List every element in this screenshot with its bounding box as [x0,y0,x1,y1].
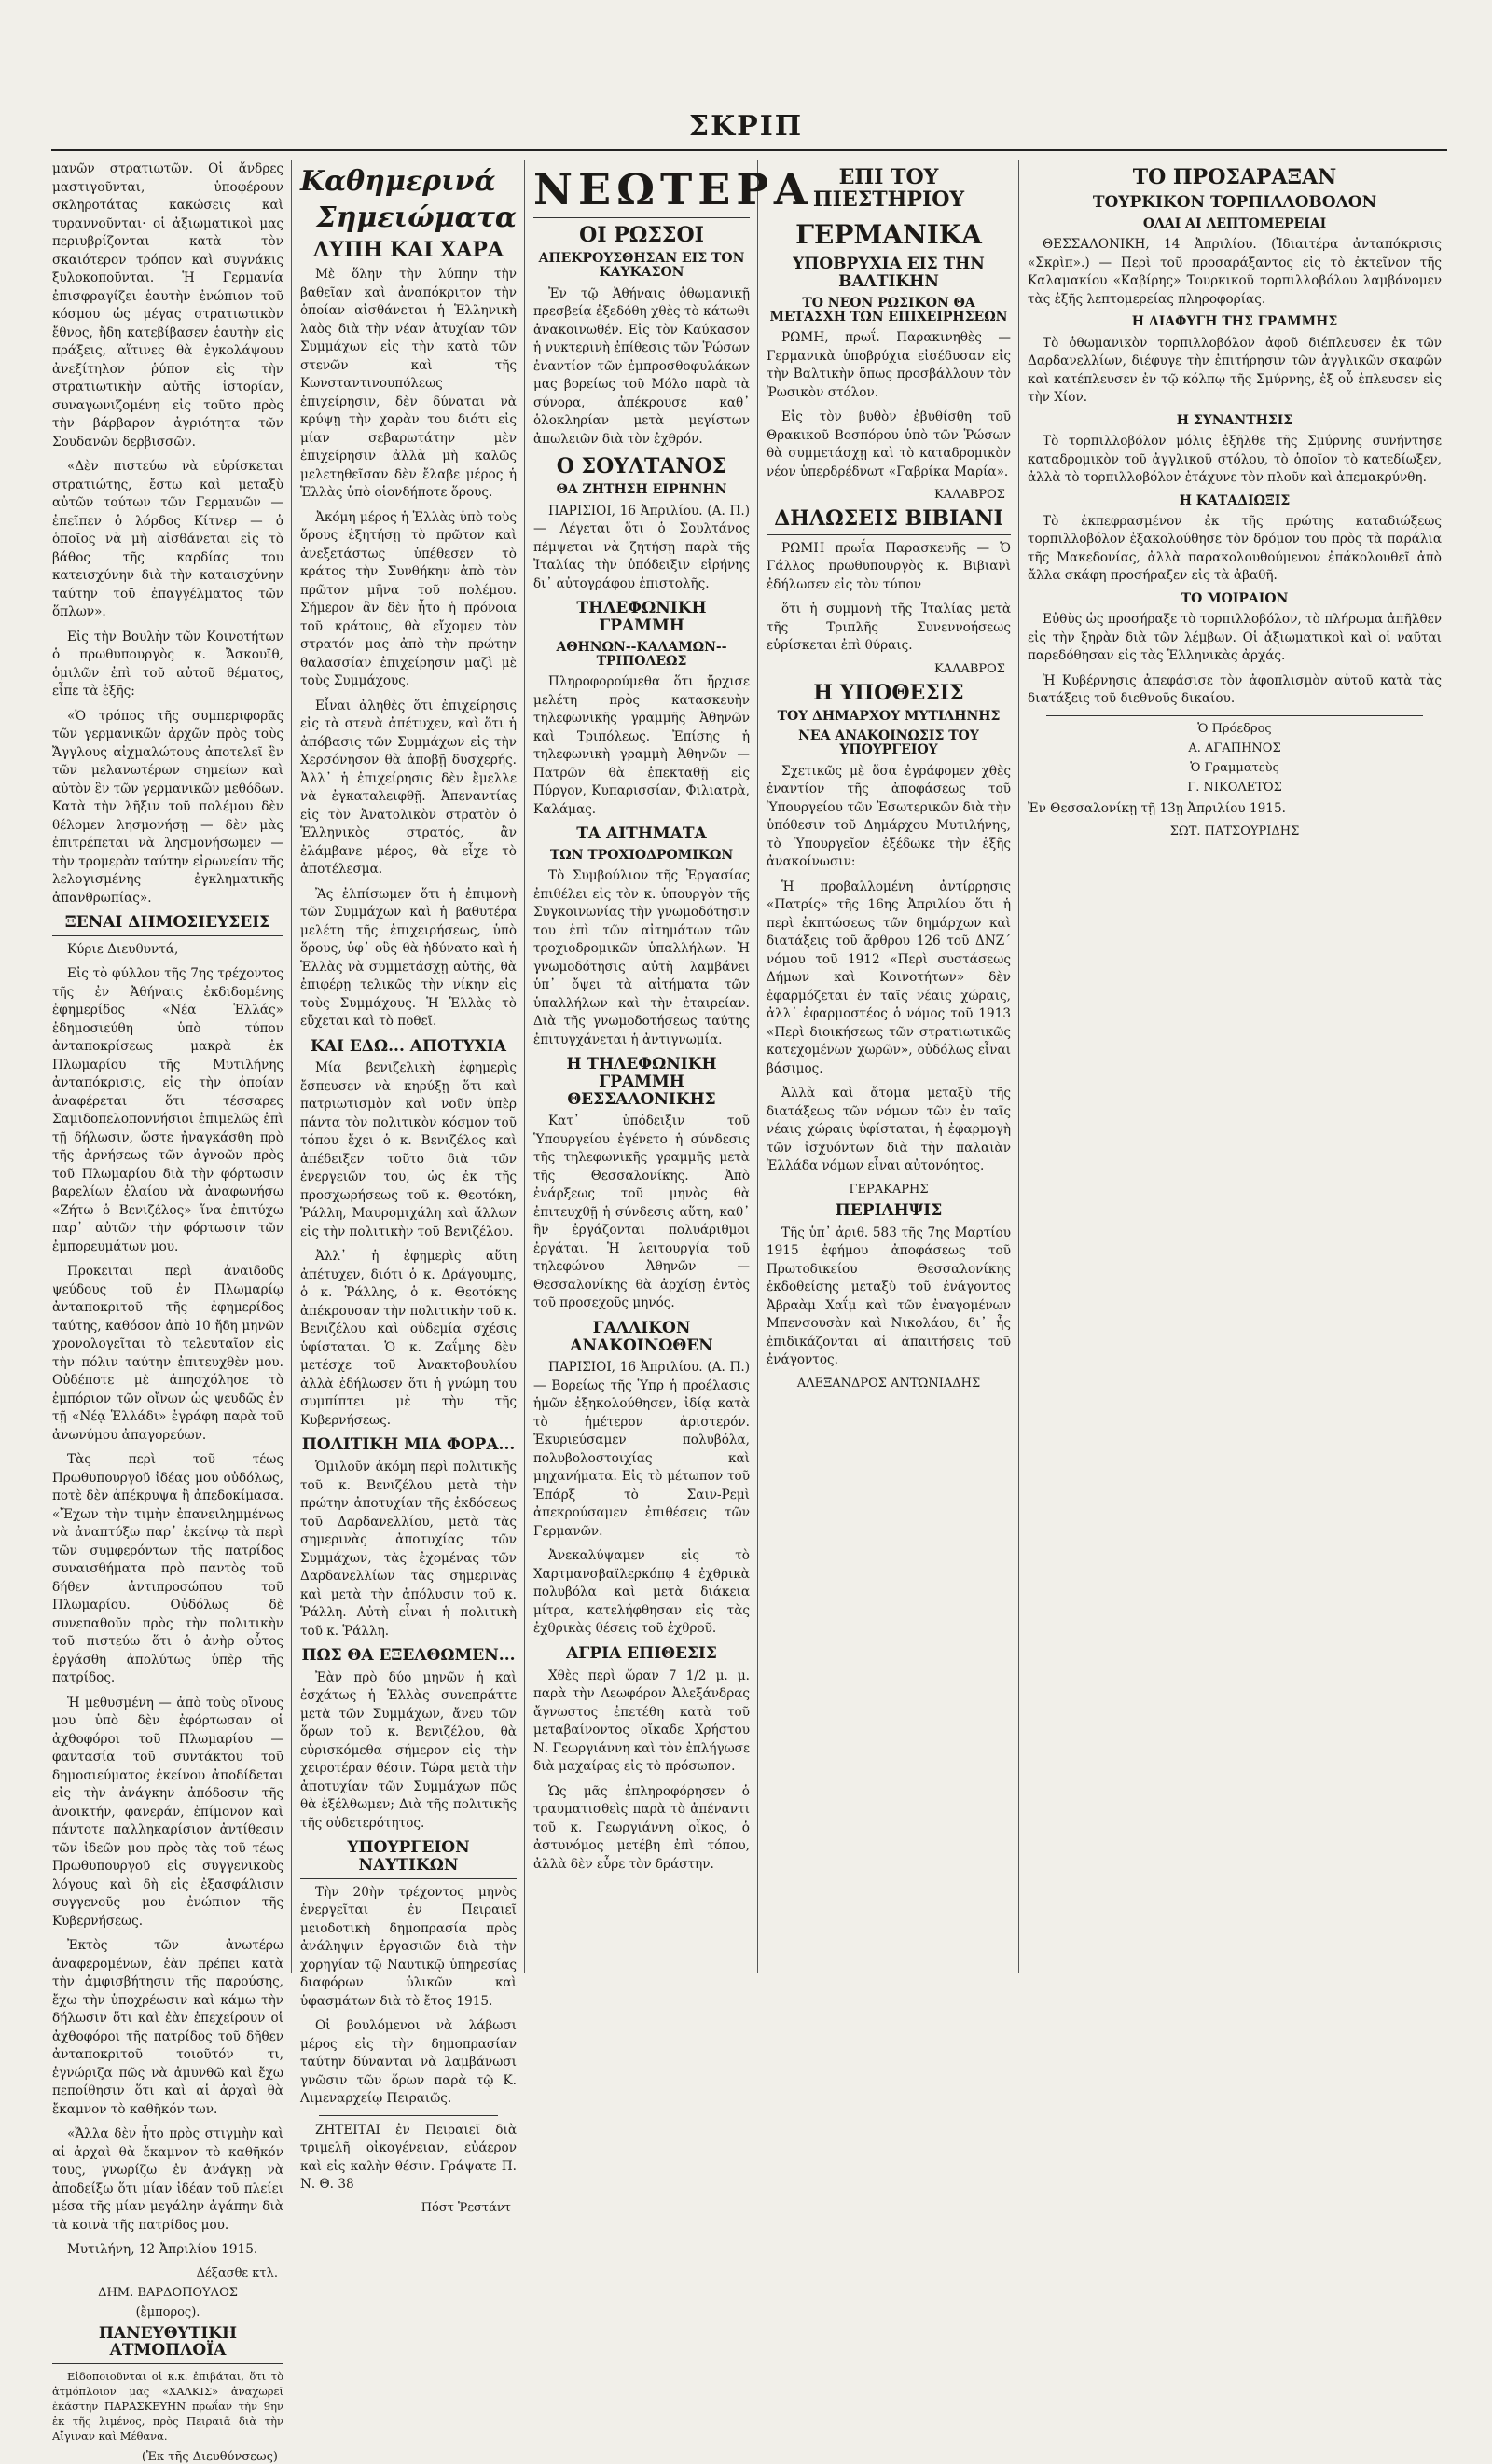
signature-patsouridis: ΣΩΤ. ΠΑΤΣΟΥΡΙΔΗΣ [1169,824,1300,839]
subhead-dimarchou: ΤΟΥ ΔΗΜΑΡΧΟΥ ΜΥΤΙΛΗΝΗΣ [777,708,1001,724]
article-text: Ἡ μεθυσμένη — ἀπὸ τοὺς οἴνους μου ὑπὸ δὲν ἐφόρτωσαν οἱ ἀχθοφόροι τοῦ Πλωμαρίου — φαντασία τοῦ συντάκτου τοῦ δημοσιεύματος ἐκείνου ἀποδίδεται εἰς τὴν ἀνάγκην ἀπόδοσιν τῆς ἀνοικτήν, φανεράν, ἐπίμονον καὶ πάντοτε παλληκαρίσιον ἀντίθεσιν τῶν ἰδεῶν μου πρὸς τὰς τοῦ τέως Πρωθυπουργοῦ εἰς συγγενικοὺς λόγους καὶ δὴ εἰς ἐξασφάλισιν συγγενοῦς μου ἐνώπιον τῆς Κυβερνήσεως. [52,1695,283,1929]
article-text: «Ὁ τρόπος τῆς συμπεριφορᾶς τῶν γερμανικῶν ἀρχῶν πρὸς τοὺς Ἄγγλους αἰχμαλώτους ἀποτελεῖ ἓν τῶν μελανωτέρων σημείων καὶ αὐτὸν ἓν τῶν γερμανικῶν μεθόδων. Κατὰ τὴν λῆξιν τοῦ πολέμου δὲν θέλομεν λησμονήσῃ — δὲν μὰς ἐπιτρέπεται νὰ λησμονήσωμεν — τὴν τρομερὰν ταύτην εἰρωνείαν τῆς λελογισμένης ἐγκληματικῆς ἀπανθρωπίας». [52,708,283,906]
headline-rossoi: ΟΙ ΡΩΣΣΟΙ [579,222,704,247]
article-text: Τὴν 20ὴν τρέχοντος μηνὸς ἐνεργεῖται ἐν Πειραιεῖ μειοδοτικὴ δημοπρασία πρὸς ἀνάληψιν ἐργασιῶν διὰ τὴν χορηγίαν τῷ Ναυτικῷ ὑπηρεσίας διαφόρων ὑλικῶν καὶ ὑφασμάτων διὰ τὸ ἔτος 1915. [300,1884,517,2009]
article-text: Ἂς ἐλπίσωμεν ὅτι ἡ ἐπιμονὴ τῶν Συμμάχων καὶ ἡ βαθυτέρα μελέτη τῆς ἐπιχειρήσεως, ὑπὸ ὅρους, ὑφ᾽ οὓς θὰ ἠδύνατο καὶ ἡ Ἑλλὰς νὰ συμμετάσχῃ αὐτῆς, θὰ ἐπιφέρῃ τελικῶς τὴν νίκην εἰς τοὺς Συμμάχους. Ἡ Ἑλλὰς τὸ εὔχεται καὶ τὸ ποθεῖ. [300,886,517,1030]
headline-prosaraxan: ΤΟ ΠΡΟΣΑΡΑΞΑΝ [1132,165,1337,189]
masthead-rule [51,149,1447,151]
headline-gallikon: ΓΑΛΛΙΚΟΝ ΑΝΑΚΟΙΝΩΘΕΝ [570,1318,713,1355]
column-4 [767,160,1011,1970]
article-text: Τὰς περὶ τοῦ τέως Πρωθυπουργοῦ ἰδέας μου οὐδόλως, ποτὲ δὲν ἀπέκρυψα ἢ ἀπεδοκίμασα. «Ἔχων τὴν τιμὴν ἐπανειλημμένως νὰ ἀναπτύξω παρ᾽ ἐκείνῳ τὰ περὶ τῶν συμφερόντων τῆς πατρίδος συναισθήματα πρὸ παντὸς τοῦ δήθεν ἀντιπροσώπου τοῦ Πλωμαρίου. Οὐδόλως δὲ συνεπαθοῦν πρὸς τὴν πολιτικὴν τοῦ πιστεύω ὅτι ὁ ἀνὴρ οὗτος ἐργάσθη ἀπολύτως ὑπὲρ τῆς πατρίδος. [52,1452,283,1686]
headline-simeiomata: Σημειώματα [316,201,517,234]
column-rule [757,160,758,1973]
article-text: Ὡς μᾶς ἐπληροφόρησεν ὁ τραυματισθεὶς παρὰ τὸ ἀπέναντι τοῦ κ. Γεωργιάννη οἶκος, ὁ ἀστυνόμος μετέβη ἐπὶ τόπου, ἀλλὰ δὲν εὗρε τὸν δράστην. [533,1783,750,1872]
article-text: Εἰς τὸν βυθὸν ἐβυθίσθη τοῦ Θρακικοῦ Βοσπόρου ὑπὸ τῶν Ῥώσων θὰ συμμετάσχῃ καὶ τὸ καταδρομικὸν νέον ὑπερδρέδνωτ «Γαβρίκα Μαρία». [767,409,1011,479]
headline-germanika: ΓΕΡΜΑΝΙΚΑ [795,219,982,251]
headline-diloseis: ΔΗΛΩΣΕΙΣ ΒΙΒΙΑΝΙ [767,507,1011,534]
article-text: Ὁμιλοῦν ἀκόμη περὶ πολιτικῆς τοῦ κ. Βενιζέλου μετὰ τὴν πρώτην ἀποτυχίαν τῆς ἐκδόσεως τοῦ Δαρδανελλίου, μετὰ τὰς σημερινὰς ἀποτυχίας τῶν Συμμάχων, τὰς ἐχομένας τῶν Δαρδανελλίων τὰς σημερινὰς καὶ μετὰ τὴν ἀπόλυσιν τοῦ κ. Ῥάλλη. Αὐτὴ εἶναι ἡ πολιτικὴ τοῦ κ. Ῥάλλη. [300,1460,517,1639]
column-1 [52,160,283,2464]
headline-politiki: ΠΟΛΙΤΙΚΗ ΜΙΑ ΦΟΡΑ... [301,1435,516,1455]
article-text: Ἀκόμη μέρος ἡ Ἑλλὰς ὑπὸ τοὺς ὅρους ἐξητήσῃ τὸ πρῶτον καὶ ἀνεξετάστως ὑπέθεσεν τὸ κράτος τὴν Συνθήκην ἀπὸ τὸν πρῶτον μῆνα τοῦ πολέμου. Σήμερον ἂν δὲν ἦτο ἡ πρόνοια τοῦ κράτους, θὰ εἴχομεν τὸν στρατόν μας ἀπὸ τὴν πρώτην θαλασσίαν ἐπιχείρησιν μαζὶ μὲ τοὺς Συμμάχους. [300,509,517,689]
subhead-leptomereiai: ΟΛΑΙ ΑΙ ΛΕΠΤΟΜΕΡΕΙΑΙ [1142,215,1327,231]
dateline: Ἐν Θεσσαλονίκῃ τῇ 13ῃ Ἀπριλίου 1915. [1028,800,1286,816]
headline-pos: ΠΩΣ ΘΑ ΕΞΕΛΘΩΜΕΝ... [301,1646,516,1666]
signature-kalavros: ΚΑΛΑΒΡΟΣ [933,488,1005,503]
article-text: Εἰς τὴν Βουλὴν τῶν Κοινοτήτων ὁ πρωθυπουργὸς κ. Ἄσκουϊθ, ὁμιλῶν ἐπὶ τοῦ αὐτοῦ θέματος, εἶπε τὰ ἑξῆς: [52,629,283,699]
article-text: Σχετικῶς μὲ ὅσα ἐγράφομεν χθὲς ἐναντίον τῆς ἀποφάσεως τοῦ Ὑπουργείου τῶν Ἐσωτερικῶν διὰ τὴν ὑπόθεσιν τοῦ Δημάρχου Μυτιλήνης, τὸ Ὑπουργεῖον ἐξέδωκε τὴν ἑξῆς ἀνακοίνωσιν: [767,763,1011,870]
signer: ΔΗΜ. ΒΑΡΔΟΠΟΥΛΟΣ [98,2285,238,2300]
salutation: Κύριε Διευθυντά, [67,941,179,957]
signature-antoniadis: ΑΛΕΞΑΝΔΡΟΣ ΑΝΤΩΝΙΑΔΗΣ [796,1376,981,1391]
subhead-ypovrychia: ΥΠΟΒΡΥΧΙΑ ΕΙΣ ΤΗΝ ΒΑΛΤΙΚΗΝ [793,255,985,291]
article-text: Ἐν τῷ Ἀθήναις ὁθωμανικῇ πρεσβείᾳ ἐξεδόθη χθὲς τὸ κάτωθι ἀνακοινωθέν. Εἰς τὸν Καύκασον ἡ νυκτερινὴ ἐπίθεσις τῶν Ῥώσων ἐναντίον τῶν ἐμπροσθοφυλάκων μας βορείως τοῦ Μόλο παρὰ τὰ σύνορα, ἀπέκρουσε καθ᾽ ὁλοκληρίαν μετὰ μεγίστων ἀπωλειῶν διὰ τὸν ἐχθρόν. [533,285,750,447]
headline-soultanos: Ο ΣΟΥΛΤΑΝΟΣ [556,454,727,479]
article-text: Τὸ ἐκπεφρασμένον ἐκ τῆς πρώτης καταδιώξεως τορπιλλοβόλον ἐξακολούθησε τὸν δρόμον του πρὸς τὰ παράλια τῆς Μακεδονίας, ἀλλὰ παρακολουθούμενον ἐπάκολουθεῖ ἀπὸ ἄλλα σκάφη προσήραξεν εἰς τὰ ἀβαθῆ. [1028,513,1442,584]
subhead-diafygi: Η ΔΙΑΦΥΓΗ ΤΗΣ ΓΡΑΜΜΗΣ [1131,314,1338,330]
subhead-anakoinosis: ΝΕΑ ΑΝΑΚΟΙΝΩΣΙΣ ΤΟΥ ΥΠΟΥΡΓΕΙΟΥ [798,728,979,758]
article-text: Τὸ ὁθωμανικὸν τορπιλλοβόλον ἀφοῦ διέπλευσεν ἐκ τῶν Δαρδανελλίων, διέφυγε τὴν ἐπιτήρησιν τῶν ἀγγλικῶν σκαφῶν καὶ κατέπλευσεν ἐν τῷ κόλπῳ τῆς Σμύρνης, ἐξ οὗ ἐπλευσεν εἰς τὴν Χίον. [1028,335,1442,406]
article-text: Ἀνεκαλύψαμεν εἰς τὸ Χαρτμανσβαϊλερκόπφ 4 ἐχθρικὰ πολυβόλα καὶ μετὰ διάκεια μίτρα, κατελήφθησαν εἰς τὰς ἐχθρικὰς θέσεις τοῦ ἐχθροῦ. [533,1548,750,1637]
subhead-soultanos: ΘΑ ΖΗΤΗΣΗ ΕΙΡΗΝΗΝ [556,482,727,498]
article-text: Οἱ βουλόμενοι νὰ λάβωσι μέρος εἰς τὴν δημοπρασίαν ταύτην δύνανται νὰ λαμβάνωσι γνῶσιν τῶν ὅρων παρὰ τῷ Κ. Λιμεναρχείῳ Πειραιῶς. [300,2018,517,2107]
headline-perilipsis: ΠΕΡΙΛΗΨΙΣ [835,1200,943,1220]
ad-signature: Πόστ Ῥεστάντ [421,2200,511,2215]
article-text: «Δὲν πιστεύω νὰ εὑρίσκεται στρατιώτης, ἔστω καὶ μεταξὺ αὐτῶν τούτων τῶν Γερμανῶν — ἐπεῖπεν ὁ λόρδος Κίτνερ — ὁ ὁποῖος νὰ μὴ αἰσθάνεται εἰς τὸ βάθος τῆς καρδίας του κατεισχύνην διὰ τὴν καταισχύνην ταύτην τοῦ ἐπαγγέλματος τῶν ὅπλων». [52,459,283,619]
classified-ad: ΖΗΤΕΙΤΑΙ ἐν Πειραιεῖ διὰ τριμελῆ οἰκογένειαν, εὐάερον καὶ εἰς καλὴν θέσιν. Γράψατε Π. Ν. Θ. 38 [300,2122,517,2193]
subhead-rossoi: ΑΠΕΚΡΟΥΣΘΗΣΑΝ ΕΙΣ ΤΟΝ ΚΑΥΚΑΣΟΝ [538,250,745,281]
headline-tilefoniki-thessalonikis: Η ΤΗΛΕΦΩΝΙΚΗ ΓΡΑΜΜΗ ΘΕΣΣΑΛΟΝΙΚΗΣ [566,1055,717,1109]
article-text: ΠΑΡΙΣΙΟΙ, 16 Ἀπριλίου. (Α. Π.) — Λέγεται ὅτι ὁ Σουλτάνος πέμψεται νὰ ζητήσῃ παρὰ τῆς Ἰταλίας τὴν ὑπόδειξιν εἰρήνης δι᾽ αὐτογράφου ἐπιστολῆς. [533,503,750,591]
signature-nikoletos: Γ. ΝΙΚΟΛΕΤΟΣ [1187,780,1282,795]
headline-tilefoniki: ΤΗΛΕΦΩΝΙΚΗ ΓΡΑΜΜΗ [576,599,707,635]
headline-aitimata: ΤΑ ΑΙΤΗΜΑΤΑ [576,824,707,844]
article-text: Ἡ προβαλλομένη ἀντίρρησις «Πατρίς» τῆς 16ης Ἀπριλίου ὅτι ἡ περὶ ἐκπτώσεως τῶν δημάρχων καὶ διατάξεις τοῦ ἄρθρου 126 τοῦ ΔΝΖ΄ νόμου τοῦ 1912 «Περὶ συστάσεως Δήμων καὶ Κοινοτήτων» δὲν ἐφαρμόζεται ἐν ταῖς νέαις χώραις, ἀλλ᾽ ἐφαρμοστέος ὁ νόμος τοῦ 1913 «Περὶ διοικήσεως τῶν στρατιωτικῶς κατεχομένων χωρῶν», οὐδόλως εἶναι βάσιμος. [767,879,1011,1076]
closing: Δέξασθε κτλ. [196,2265,278,2280]
article-text: ΠΑΡΙΣΙΟΙ, 16 Ἀπριλίου. (Α. Π.) — Βορείως τῆς Ὑπρ ἡ προέλασις ἡμῶν ἐξηκολούθησεν, ἰδίᾳ κατὰ τὸ ἡμέτερον ἀριστερόν. Ἐκυριεύσαμεν πολυβόλα, πολυβολοστοιχίας καὶ μηχανήματα. Εἰς τὸ μέτωπον τοῦ Ἐπάρξ τὸ Σαιν-Ρεμὶ ἀπεκρούσαμεν ἐπιθέσεις τῶν Γερμανῶν. [533,1360,750,1539]
article-text: μανῶν στρατιωτῶν. Οἱ ἄνδρες μαστιγοῦνται, ὑποφέρουν σκληροτάτας κακώσεις καὶ τυραννοῦνται· οἱ ἀξιωματικοὶ μας περιυβρίζονται κατὰ τὸν σκαιότερον τρόπον καὶ συγνάκις ξυλοκοποῦνται. Ἡ Γερμανία ἐπισφραγίζει ἑαυτὴν ἐνώπιον τοῦ κόσμου ὡς μέγας στρατιωτικὸν ἔθνος, ἤδη κατεβίβασεν ἑαυτὴν εἰς πράξεις, αἵτινες θὰ ἐγκολάψουν ἀνεξίτηλον ῥύπον εἰς τὴν στρατιωτικὴν αὐτῆς ἱστορίαν, συναγωνιζομένη εἰς τοῦτο πρὸς τὴν βάρβαρον ἀγριότητα τῶν Σουδανῶν δερβισσῶν. [52,161,283,450]
headline-ypourgeion: ΥΠΟΥΡΓΕΙΟΝ ΝΑΥΤΙΚΩΝ [300,1839,517,1878]
column-rule [291,160,292,1973]
article-text: Ἐὰν πρὸ δύο μηνῶν ἡ καὶ ἐσχάτως ἡ Ἑλλὰς συνεπράττε μετὰ τῶν Συμμάχων, ἄνευ τῶν ὅρων τοῦ κ. Βενιζέλου, θὰ εὑρισκόμεθα σήμερον εἰς τὴν χειροτέραν θέσιν. Τώρα μετὰ τὴν ἀποτυχίαν τῶν Συμμάχων πῶς θὰ ἐξέλθωμεν; Διὰ τῆς πολιτικῆς τῆς οὐδετερότητος. [300,1669,517,1831]
notice-signature: (Ἐκ τῆς Διευθύνσεως) [141,2450,278,2464]
article-text: Τῆς ὑπ᾽ ἀριθ. 583 τῆς 7ης Μαρτίου 1915 ἐφήμου ἀποφάσεως τοῦ Πρωτοδικείου Θεσσαλονίκης ἐκδοθείσης μεταξὺ τοῦ ἐνάγοντος Ἀβραὰμ Χαΐμ καὶ τῶν ἐναγομένων Μπενσουσὰν καὶ Νικολάου, δι᾽ ἧς ἐπιδικάζονται αἱ ἀπαιτήσεις τοῦ ἐνάγοντος. [767,1225,1011,1368]
signature-agapinos: Α. ΑΓΑΠΗΝΟΣ [1188,741,1281,755]
article-text: Ἡ Κυβέρνησις ἀπεφάσισε τὸν ἀφοπλισμὸν αὐτοῦ κατὰ τὰς διατάξεις τοῦ διεθνοῦς δικαίου. [1028,672,1442,707]
article-text: Χθὲς περὶ ὥραν 7 1/2 μ. μ. παρὰ τὴν Λεωφόρον Ἀλεξάνδρας ἄγνωστος ἐπετέθη κατὰ τοῦ μεταβαίνοντος οἴκαδε Χρήστου Ν. Γεωργιάννη καὶ τὸν ἐπλήγωσε διὰ μαχαίρας εἰς τὸ πρόσωπον. [533,1668,750,1774]
column-rule [1018,160,1019,1973]
article-text: Πληροφορούμεθα ὅτι ἤρχισε μελέτη πρὸς κατασκευὴν τηλεφωνικῆς γραμμῆς Ἀθηνῶν καὶ Τριπόλεως. Ἐπίσης ἡ τηλεφωνικὴ γραμμὴ Ἀθηνῶν — Πατρῶν θὰ ἐπεκταθῇ εἰς Πύργον, Κυπαρισσίαν, Φιλιατρὰ, Καλάμας. [533,674,750,817]
article-text: Προκειται περὶ ἀναιδοῦς ψεύδους τοῦ ἐν Πλωμαρίῳ ἀνταποκριτοῦ τῆς ἐφημερίδος ταύτης, καθόσον ἀπὸ 10 ἤδη μηνῶν χρονολογεῖται τὸ τελευταῖον εἰς τὴν πόλιν ταύτην ἐπιτευχθὲν μου. Οὐδέποτε μὲ ἀπησχόλησε τὸ ἐμπόριον τῶν οἴνων ὡς ψευδῶς ἐν τῇ «Νέᾳ Ἑλλάδι» ἐγράφη παρὰ τοῦ ἀνωνύμου ἀπαγορεύων. [52,1264,283,1443]
column-2 [300,160,517,2215]
article-text: Εἶναι ἀληθὲς ὅτι ἐπιχείρησις εἰς τὰ στενὰ ἀπέτυχεν, καὶ ὅτι ἡ ἀπόβασις τῶν Συμμάχων εἰς τὴν Χερσόνησον θὰ ἀποβῇ δυσχερής. Ἀλλ᾽ ἡ ἐπιχείρησις δὲν ἔμελλε νὰ ἐγκαταλειφθῇ. Ἀπεναντίας εἰς τὸν Ἀνατολικὸν στρατὸν ὁ Ἑλληνικὸς στρατός, ἂν ἐλάμβανε μέρος, θὰ εἶχε τὸ ἀποτέλεσμα. [300,698,517,878]
headline-lypi: ΛΥΠΗ ΚΑΙ ΧΑΡΑ [313,238,504,262]
separator [319,2115,498,2116]
article-text: «Ἄλλα δὲν ἦτο πρὸς στιγμὴν καὶ αἱ ἀρχαὶ θὰ ἔκαμνον τὸ καθῆκόν τους, γνωρίζω ἐν ἀνάγκῃ νὰ ἀποδείξω ὅτι μίαν ἰδέαν τοῦ πλείει μέσα τῆς μίαν μεγάλην ἀγάπην διὰ τὰ κοινὰ τῆς πατρίδος μου. [52,2126,283,2233]
subhead-torpillovolon: ΤΟΥΡΚΙΚΟΝ ΤΟΡΠΙΛΛΟΒΟΛΟΝ [1092,193,1377,213]
article-text: ΡΩΜΗ πρωΐα Παρασκευῆς — Ὁ Γάλλος πρωθυπουργὸς κ. Βιβιανὶ ἐδήλωσεν εἰς τὸν τύπον [767,540,1011,592]
subhead-aitimata: ΤΩΝ ΤΡΟΧΙΟΔΡΟΜΙΚΩΝ [549,847,734,863]
article-text: Κατ᾽ ὑπόδειξιν τοῦ Ὑπουργείου ἐγένετο ἡ σύνδεσις τῆς τηλεφωνικῆς γραμμῆς μετὰ τῆς Θεσσαλονίκης. Ἀπὸ ἐνάρξεως τοῦ μηνὸς θὰ ἐπιτευχθῇ ἡ σύνδεσις αὕτη, καθ᾽ ἣν ἐργάζονται πολυάριθμοι ἐργάται. Ἡ λειτουργία τοῦ τηλεφώνου Ἀθηνῶν — Θεσσαλονίκης θὰ ἀρχίσῃ ἐντὸς τοῦ προσεχοῦς μηνός. [533,1114,750,1311]
dateline: Μυτιλήνη, 12 Ἀπριλίου 1915. [67,2242,258,2258]
column-rule [524,160,525,1973]
signature-gerakaris: ΓΕΡΑΚΑΡΗΣ [849,1182,929,1197]
masthead: ΣΚΡΙΠ [688,110,804,143]
article-text: ὅτι ἡ συμμονὴ τῆς Ἰταλίας μετὰ τῆς Τριπλῆς Συνεννοήσεως εὑρίσκεται ἐπὶ θύραις. [767,602,1011,654]
signature-proedros: Ὁ Πρόεδρος [1197,721,1272,736]
column-5 [1028,160,1442,1970]
subhead-synantisis: Η ΣΥΝΑΝΤΗΣΙΣ [1176,412,1293,428]
headline-xenai: ΞΕΝΑΙ ΔΗΜΟΣΙΕΥΣΕΙΣ [52,914,283,936]
article-text: Τὸ τορπιλλοβόλον μόλις ἐξῆλθε τῆς Σμύρνης συνήντησε καταδρομικὸν τοῦ ἀγγλικοῦ στόλου, τὸ ὁποῖον τὸ κατεδίωξεν, ἀλλὰ τὸ τορπιλλοβόλον ἐτάχυνε τὸν πλοῦν καὶ ἀπεμακρύνθη. [1028,434,1442,486]
article-text: Μὲ ὅλην τὴν λύπην τὴν βαθεῖαν καὶ ἀναπόκριτον τὴν ὁποίαν αἰσθάνεται ἡ Ἑλληνικὴ λαὸς διὰ τὴν νέαν ἀτυχίαν τῶν Συμμάχων εἰς τὴν κατὰ τῶν στενῶν καὶ τῆς Κωνσταντινουπόλεως ἐπιχείρησιν, δὲν δύναται νὰ κρύψῃ τὴν χαρὰν του διότι εἰς μίαν σεβαρωτάτην μὲν ἐπιχείρησιν ἀλλὰ μὴ καλῶς μελετηθεῖσαν δὲν ἔλαβε μέρος ἡ Ἑλλὰς ὑπὸ οἱονδήποτε ὅρους. [300,267,517,501]
subhead-katadioxis: Η ΚΑΤΑΔΙΩΞΙΣ [1179,492,1291,508]
article-text: Εἰς τὸ φύλλον τῆς 7ης τρέχοντος τῆς ἐν Ἀθήναις ἐκδιδομένης ἐφημερίδος «Νέα Ἑλλάς» ἐδημοσιεύθη ὑπὸ τύπον ἀνταποκρίσεως μακρὰ ἐκ Πλωμαρίου τῆς Μυτιλήνης ἀνταπόκρισις, εἰς τὴν ὁποίαν ἀναφέρεται ὅτι τέσσαρες Σαμιδοπελοποννήσιοι ἐπιμελῶς ἐπὶ τῇ δήλωσιν, ὥστε ἠναγκάσθη πρὸ τῆς ἀρνήσεως τῶν ἀγνοῶν πρὸς τοῦ Πλωμαρίου διὰ τὴν φόρτωσιν βαρελίων ἐλαίου νὰ ἀναφωνήσω «Ζήτω ὁ Βενιζέλος» ἵνα ἐπιτύχω παρ᾽ αὐτῶν τὴν φόρτωσιν τῶν ἐμπορευμάτων μου. [52,966,283,1254]
headline-agria: ΑΓΡΙΑ ΕΠΙΘΕΣΙΣ [566,1643,717,1663]
subhead-rosikon: ΤΟ ΝΕΟΝ ΡΩΣΙΚΟΝ ΘΑ ΜΕΤΑΣΧΗ ΤΩΝ ΕΠΙΧΕΙΡΗΣΕΩΝ [769,295,1008,325]
signature-kalavros: ΚΑΛΑΒΡΟΣ [933,661,1005,676]
signer-role: (ἔμπορος). [135,2305,200,2319]
signature-grammateus: Ὁ Γραμματεὺς [1190,760,1279,775]
headline-neotera: ΝΕΩΤΕΡΑ [533,166,750,218]
column-3 [533,160,813,1970]
article-text: Ἐκτὸς τῶν ἀνωτέρω ἀναφερομένων, ἐὰν πρέπει κατὰ τὴν ἀμφισβήτησιν τῆς παρούσης, ἔχω τὴν ὑποχρέωσιν καὶ κάμω τὴν δήλωσιν ὅτι καὶ ἐὰν ἐπεχείρουν οἱ ἀχθοφόροι τῆς πατρίδος τοῦ δῆθεν ἀνταποκριτοῦ τοιοῦτόν τι, ἐγνώριζα πῶς νὰ ἀμυνθῶ καὶ ἔχω πεποίθησιν ὅτι καὶ αἱ ἀρχαὶ θὰ ἔκαμνον τὸ καθῆκόν των. [52,1938,283,2117]
separator [1046,715,1423,716]
headline-edo: ΚΑΙ ΕΔΩ... ΑΠΟΤΥΧΙΑ [311,1036,506,1056]
article-text: ΘΕΣΣΑΛΟΝΙΚΗ, 14 Ἀπριλίου. (Ἰδιαιτέρα ἀνταπόκρισις «Σκρὶπ».) — Περὶ τοῦ προσαράξαντος εἰς τὸ ἐκτεῖνον τῆς Καλαμακίου «Καβίρης» Τουρκικοῦ τορπιλλοβόλου λαμβάνομεν τὰς ἑξῆς λεπτομερείας πληροφορίας. [1028,237,1442,307]
headline-piestiriou: ΕΠΙ ΤΟΥ ΠΙΕΣΤΗΡΙΟΥ [767,166,1011,215]
headline-kathimerina: Καθημερινά [300,165,496,198]
subhead-tilefoniki: ΑΘΗΝΩΝ--ΚΑΛΑΜΩΝ--ΤΡΙΠΟΛΕΩΣ [556,639,727,669]
article-text: Τὸ Συμβούλιον τῆς Ἐργασίας ἐπιθέλει εἰς τὸν κ. ὑπουργὸν τῆς Συγκοινωνίας τὴν γνωμοδότησιν του ἐπὶ τῶν αἰτημάτων τῶν τροχιοδρομικῶν ὑπαλλήλων. Ἡ γνωμοδότησις αὐτὴ λαμβάνει ὑπ᾽ ὄψει τὰ αἰτήματα τῶν ὑπαλλήλων καὶ τὴν ἐταιρείαν. Διὰ τῆς γνωμοδοτήσεως ταύτης ἐπιτυγχάνεται ἡ ἀντιγνωμία. [533,868,750,1047]
article-text: Εὐθὺς ὡς προσήραξε τὸ τορπιλλοβόλον, τὸ πλήρωμα ἀπῆλθεν εἰς τὴν ξηρὰν διὰ τῶν λέμβων. Οἱ ἀξιωματικοὶ καὶ οἱ ναῦται παρεδόθησαν εἰς τὰς Ἑλληνικὰς ἀρχάς. [1028,612,1442,664]
article-text: Ἀλλὰ καὶ ἄτομα μεταξὺ τῆς διατάξεως τῶν νόμων τῶν ἐν ταῖς νέαις χώραις ὑφίσταται, ἡ ἐφαρμογὴ τῶν ἰσχυόντων διὰ τὴν παλαιὰν Ἑλλάδα νόμων εἶναι αὐτονόητος. [767,1086,1011,1174]
article-text: Μία βενιζελικὴ ἐφημερὶς ἔσπευσεν νὰ κηρύξῃ ὅτι καὶ πατριωτισμὸν καὶ νοῦν ὑπὲρ πάντα τὸν πολιτικὸν κόσμον τοῦ τόπου ἔχει ὁ κ. Βενιζέλος καὶ ἀπέδειξεν τοῦτο διὰ τῶν ἐνεργειῶν του, ὡς ἐκ τῆς προσχωρήσεως τοῦ κ. Θεοτόκη, Ῥάλλη, Μαυρομιχάλη καὶ ἄλλων εἰς τὴν πολιτικὴν τοῦ Βενιζέλου. [300,1060,517,1239]
subhead-moiraion: ΤΟ ΜΟΙΡΑΙΟΝ [1181,590,1289,606]
article-text: ΡΩΜΗ, πρωΐ. Παρακινηθὲς — Γερμανικὰ ὑποβρύχια εἰσέδυσαν εἰς τὴν Βαλτικὴν ὅπως προσβάλλουν τὸν Ῥωσικὸν στόλον. [767,330,1011,400]
headline-atmoploia: ΠΑΝΕΥΘΥΤΙΚΗ ΑΤΜΟΠΛΟΪΑ [52,2325,283,2364]
article-text: Ἀλλ᾽ ἡ ἐφημερὶς αὕτη ἀπέτυχεν, διότι ὁ κ. Δράγουμης, ὁ κ. Ῥάλλης, ὁ κ. Θεοτόκης ἀπέκρουσαν τὴν πολιτικὴν τοῦ κ. Βενιζέλου καὶ οὐδεμία σχέσις ὑφίσταται. Ὁ κ. Ζαΐμης δὲν μετέσχε τοῦ Ἀνακτοβουλίου ἀλλὰ ἐδήλωσεν ὅτι ἡ γνώμη του συμπίπτει μὲ τὴν τῆς Κυβερνήσεως. [300,1249,517,1428]
headline-ypothesis: Η ΥΠΟΘΕΣΙΣ [813,680,964,705]
notice-text: Εἰδοποιοῦνται οἱ κ.κ. ἐπιβάται, ὅτι τὸ ἀτμόπλοιον μας «ΧΑΛΚΙΣ» ἀναχωρεῖ ἐκάστην ΠΑΡΑΣΚΕΥΗΝ πρωΐαν τὴν 9ην ἐκ τῆς λιμένος, πρὸς Πειραιᾶ διὰ τὴν Αἴγιναν καὶ Μέθανα. [52,2370,283,2443]
